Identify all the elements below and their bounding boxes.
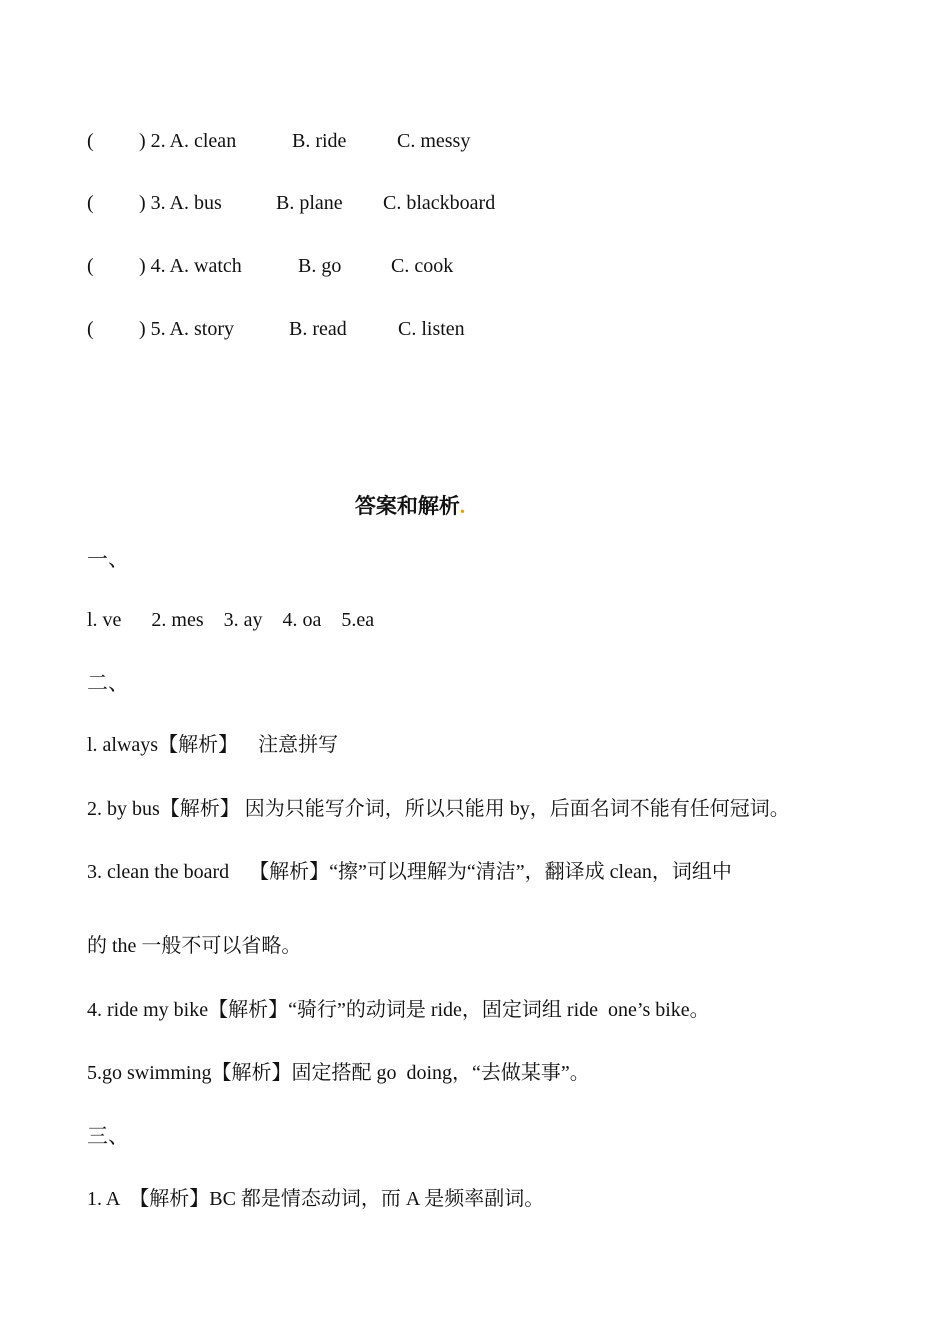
question-2 bbox=[87, 128, 470, 154]
option-b: B. go bbox=[298, 255, 342, 277]
option-c: C. messy bbox=[397, 130, 471, 152]
question-5 bbox=[87, 316, 465, 342]
answer-bracket: ( bbox=[87, 130, 94, 152]
answer-bracket: ( bbox=[87, 318, 94, 340]
option-b: B. ride bbox=[292, 130, 347, 152]
section-3-item-1: 1. A 【解析】BC 都是情态动词，而 A 是频率副词。 bbox=[87, 1188, 545, 1210]
section-2-item-1: l. always【解析】 注意拼写 bbox=[87, 734, 339, 756]
section-2-heading: 二、 bbox=[87, 671, 129, 695]
option-a: ) 2. A. clean bbox=[139, 130, 237, 152]
section-2-item-3-cont: 的 the 一般不可以省略。 bbox=[87, 935, 302, 957]
option-a: ) 5. A. story bbox=[139, 318, 234, 340]
option-c: C. blackboard bbox=[383, 192, 496, 214]
option-b: B. plane bbox=[276, 192, 343, 214]
section-1-heading: 一、 bbox=[87, 547, 129, 571]
section-2-item-5: 5.go swimming【解析】固定搭配 go doing，“去做某事”。 bbox=[87, 1062, 590, 1084]
option-c: C. cook bbox=[391, 255, 454, 277]
option-a: ) 3. A. bus bbox=[139, 192, 222, 214]
answer-bracket: ( bbox=[87, 192, 94, 214]
option-c: C. listen bbox=[398, 318, 465, 340]
section-2-item-4: 4. ride my bike【解析】“骑行”的动词是 ride，固定词组 ride one’s bike。 bbox=[87, 999, 710, 1021]
option-a: ) 4. A. watch bbox=[139, 255, 242, 277]
section-3-heading: 三、 bbox=[87, 1124, 129, 1148]
answer-bracket: ( bbox=[87, 255, 94, 277]
question-3 bbox=[87, 190, 495, 216]
section-2-item-3: 3. clean the board 【解析】“擦”可以理解为“清洁”，翻译成 clean，词组中 bbox=[87, 861, 732, 883]
decorative-dot: . bbox=[459, 494, 466, 518]
option-b: B. read bbox=[289, 318, 347, 340]
section-2-item-2: 2. by bus【解析】 因为只能写介词，所以只能用 by，后面名词不能有任何冠词。 bbox=[87, 798, 790, 820]
question-4 bbox=[87, 253, 453, 279]
answers-title: 答案和解析. bbox=[354, 494, 466, 518]
section-1-answers: l. ve 2. mes 3. ay 4. oa 5.ea bbox=[87, 609, 375, 631]
